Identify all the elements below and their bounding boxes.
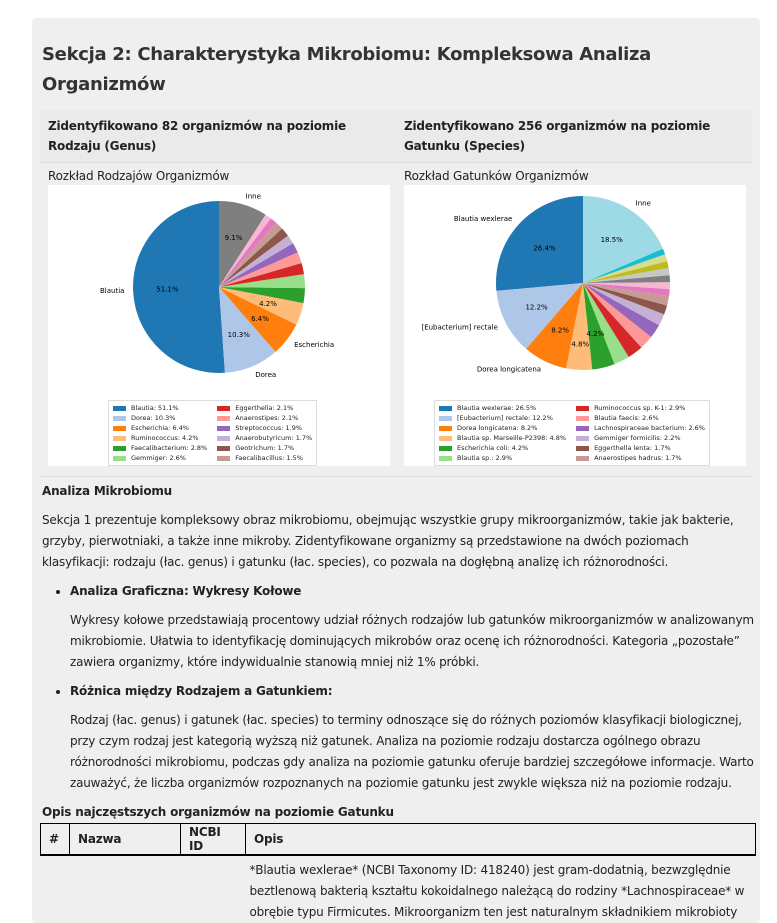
legend-label: Anaerostipes: 2.1%: [235, 414, 299, 422]
legend-label: Blautia sp. Marseille-P2398: 4.8%: [457, 434, 567, 442]
bullet-1-title: • Analiza Graficzna: Wykresy Kołowe: [70, 584, 302, 598]
genus-pie-chart: [48, 185, 390, 466]
legend-item: [576, 453, 705, 463]
legend-item: [217, 423, 312, 433]
pie-percent-label: 6.4%: [251, 314, 269, 323]
species-column: [396, 167, 752, 466]
legend-swatch: [576, 406, 589, 411]
divider: [40, 476, 752, 477]
pie-percent-label: 51.1%: [156, 285, 179, 294]
charts-row: [40, 163, 752, 466]
pie-percent-label: 10.3%: [227, 331, 250, 340]
legend-label: Escherichia: 6.4%: [131, 424, 189, 432]
legend-label: Faecalibacillus: 1.5%: [235, 454, 303, 462]
col-ncbi-id: NCBI ID: [181, 824, 246, 856]
legend-label: Eggerthella: 2.1%: [235, 404, 294, 412]
genus-chart-caption: Rozkład Rodzajów Organizmów: [48, 169, 230, 183]
pie-percent-label: 9.1%: [224, 233, 243, 242]
legend-label: Gemmiger: 2.6%: [131, 454, 186, 462]
pie-slice-label: Blautia: [100, 286, 125, 295]
legend-item: [113, 403, 207, 413]
legend-label: Blautia sp.: 2.9%: [457, 454, 513, 462]
legend-item: [439, 403, 566, 413]
legend-item: [439, 453, 566, 463]
pie-percent-label: 4.8%: [571, 340, 590, 349]
legend-swatch: [113, 446, 126, 451]
pie-slice: [133, 201, 225, 373]
legend-label: Faecalibacterium: 2.8%: [131, 444, 208, 452]
legend-swatch: [217, 436, 230, 441]
legend-item: [113, 453, 207, 463]
legend-label: Lachnospiraceae bacterium: 2.6%: [594, 424, 705, 432]
section-card: [32, 18, 760, 923]
pie-slice-label: Inne: [245, 192, 261, 201]
legend-item: [576, 423, 705, 433]
legend-item: [576, 433, 705, 443]
table-header-row: [41, 824, 756, 856]
legend-item: [217, 413, 312, 423]
pie-slice-label: Dorea: [255, 370, 277, 379]
legend-item: [217, 403, 312, 413]
pie-slice-label: Dorea longicatena: [476, 365, 542, 374]
genus-header: Zidentyfikowano 82 organizmów na poziomie Rodzaju (Genus): [48, 119, 346, 153]
legend-swatch: [217, 416, 230, 421]
legend-label: Gemmiger formicilis: 2.2%: [594, 434, 681, 442]
analysis-title: Analiza Mikrobiomu: [42, 484, 173, 498]
genus-column: [40, 167, 396, 466]
legend-swatch: [113, 416, 126, 421]
bullet-2-text: Rodzaj (łac. genus) i gatunek (łac. species) to terminy odnoszące się do różnych poziomów klasyfikacji biologicznej, przy czym rodzaj jest kategorią wyższą niż gatunek. Analiza na poziomie rodzaju dostarcza ogólnego obrazu różnorodności mikrobiomu, podczas gdy analiza na poziomie gatunku oferuje bardziej szczegółowe informacje. Warto zauważyć, że liczba organizmów rozpoznanych na poziomie gatunku jest zwykle większa niż na poziomie rodzaju.: [70, 713, 754, 790]
legend-item: [217, 453, 312, 463]
bullet-2-title: • Różnica między Rodzajem a Gatunkiem:: [70, 684, 333, 698]
species-pie-chart: [404, 185, 746, 466]
analysis-intro: Sekcja 1 prezentuje kompleksowy obraz mikrobiomu, obejmując wszystkie grupy mikroorganizmów, takie jak bakterie, grzyby, pierwotniaki, a także inne mikroby. Zidentyfikowane organizmy są przedstawione na dwóch poziomach klasyfikacji: rodzaju (łac. genus) i gatunku (łac. species), co pozwala na dogłębną analizę ich różnorodności.: [42, 513, 734, 569]
col-name: Nazwa: [70, 824, 181, 856]
legend-label: Streptococcus: 1.9%: [235, 424, 303, 432]
bullet-1: [70, 581, 752, 673]
legend-item: [439, 443, 566, 453]
pie-percent-label: 4.2%: [259, 299, 277, 308]
legend-swatch: [576, 416, 589, 421]
legend-swatch: [576, 436, 589, 441]
legend-swatch: [113, 436, 126, 441]
legend-swatch: [217, 406, 230, 411]
charts-header-row: [40, 110, 752, 163]
legend-item: [217, 433, 312, 443]
legend-label: Ruminococcus sp. K-1: 2.9%: [594, 404, 686, 412]
species-chart-caption: Rozkład Gatunków Organizmów: [404, 169, 589, 183]
col-description: Opis: [246, 824, 756, 856]
legend-item: [113, 413, 207, 423]
pie-slice-label: Inne: [635, 199, 651, 208]
table-row: [41, 855, 756, 923]
section-title: Sekcja 2: Charakterystyka Mikrobiomu: Kompleksowa Analiza Organizmów: [42, 44, 652, 95]
legend-item: [113, 423, 207, 433]
legend-item: [576, 403, 705, 413]
legend-label: Blautia faecis: 2.6%: [594, 414, 659, 422]
legend-swatch: [439, 436, 452, 441]
legend-item: [439, 413, 566, 423]
legend-swatch: [439, 406, 452, 411]
col-number: #: [41, 824, 70, 856]
genus-legend: [108, 400, 317, 466]
table-title: Opis najczęstszych organizmów na poziomie Gatunku: [42, 805, 394, 819]
legend-item: [217, 443, 312, 453]
pie-percent-label: 26.4%: [533, 244, 556, 253]
legend-swatch: [439, 426, 452, 431]
pie-percent-label: 18.5%: [600, 235, 623, 244]
legend-item: [113, 443, 207, 453]
legend-swatch: [113, 426, 126, 431]
legend-item: [576, 413, 705, 423]
legend-label: Blautia wexlerae: 26.5%: [457, 404, 537, 412]
pie-percent-label: 12.2%: [525, 303, 548, 312]
legend-item: [439, 433, 566, 443]
legend-label: Dorea: 10.3%: [131, 414, 176, 422]
legend-swatch: [439, 446, 452, 451]
legend-label: Ruminococcus: 4.2%: [131, 434, 199, 442]
legend-item: [576, 443, 705, 453]
pie-percent-label: 8.2%: [551, 326, 570, 335]
legend-swatch: [113, 456, 126, 461]
species-header: Zidentyfikowano 256 organizmów na poziomie Gatunku (Species): [404, 119, 711, 153]
pie-slice-label: Blautia wexlerae: [453, 214, 513, 223]
legend-label: Anaerobutyricum: 1.7%: [235, 434, 313, 442]
row-description: *Blautia wexlerae* (NCBI Taxonomy ID: 418240) jest gram-dodatnią, bezwzględnie beztlenową bakterią kształtu kokoidalnego należącą do rodziny *Lachnospiraceae* w obrębie typu Firmicutes. Mikroorganizm ten jest naturalnym składnikiem mikrobioty: [249, 863, 745, 919]
legend-item: [113, 433, 207, 443]
pie-percent-label: 4.2%: [586, 330, 605, 339]
legend-label: Geotrichum: 1.7%: [235, 444, 295, 452]
organisms-table: [40, 823, 756, 923]
legend-swatch: [217, 456, 230, 461]
species-legend: [434, 400, 710, 466]
legend-label: Blautia: 51.1%: [131, 404, 179, 412]
legend-swatch: [439, 456, 452, 461]
legend-label: Escherichia coli: 4.2%: [457, 444, 529, 452]
legend-swatch: [113, 406, 126, 411]
legend-item: [439, 423, 566, 433]
legend-swatch: [439, 416, 452, 421]
legend-label: Eggerthella lenta: 1.7%: [594, 444, 671, 452]
legend-label: [Eubacterium] rectale: 12.2%: [457, 414, 553, 422]
bullet-2: [70, 681, 752, 794]
pie-slice-label: Escherichia: [294, 341, 335, 350]
legend-swatch: [217, 426, 230, 431]
bullet-1-text: Wykresy kołowe przedstawiają procentowy udział różnych rodzajów lub gatunków mikroorganizmów w analizowanym mikrobiomie. Ułatwia to identyfikację dominujących mikrobów oraz ocenę ich różnorodności. Kategoria „pozostałe” zawiera organizmy, które indywidualnie stanowią mniej niż 1% próbki.: [70, 613, 754, 669]
legend-label: Dorea longicatena: 8.2%: [457, 424, 538, 432]
legend-swatch: [217, 446, 230, 451]
pie-slice-label: [Eubacterium] rectale: [421, 323, 498, 332]
legend-swatch: [576, 426, 589, 431]
legend-swatch: [576, 456, 589, 461]
analysis-bullets: [40, 581, 752, 794]
legend-swatch: [576, 446, 589, 451]
legend-label: Anaerostipes hadrus: 1.7%: [594, 454, 682, 462]
